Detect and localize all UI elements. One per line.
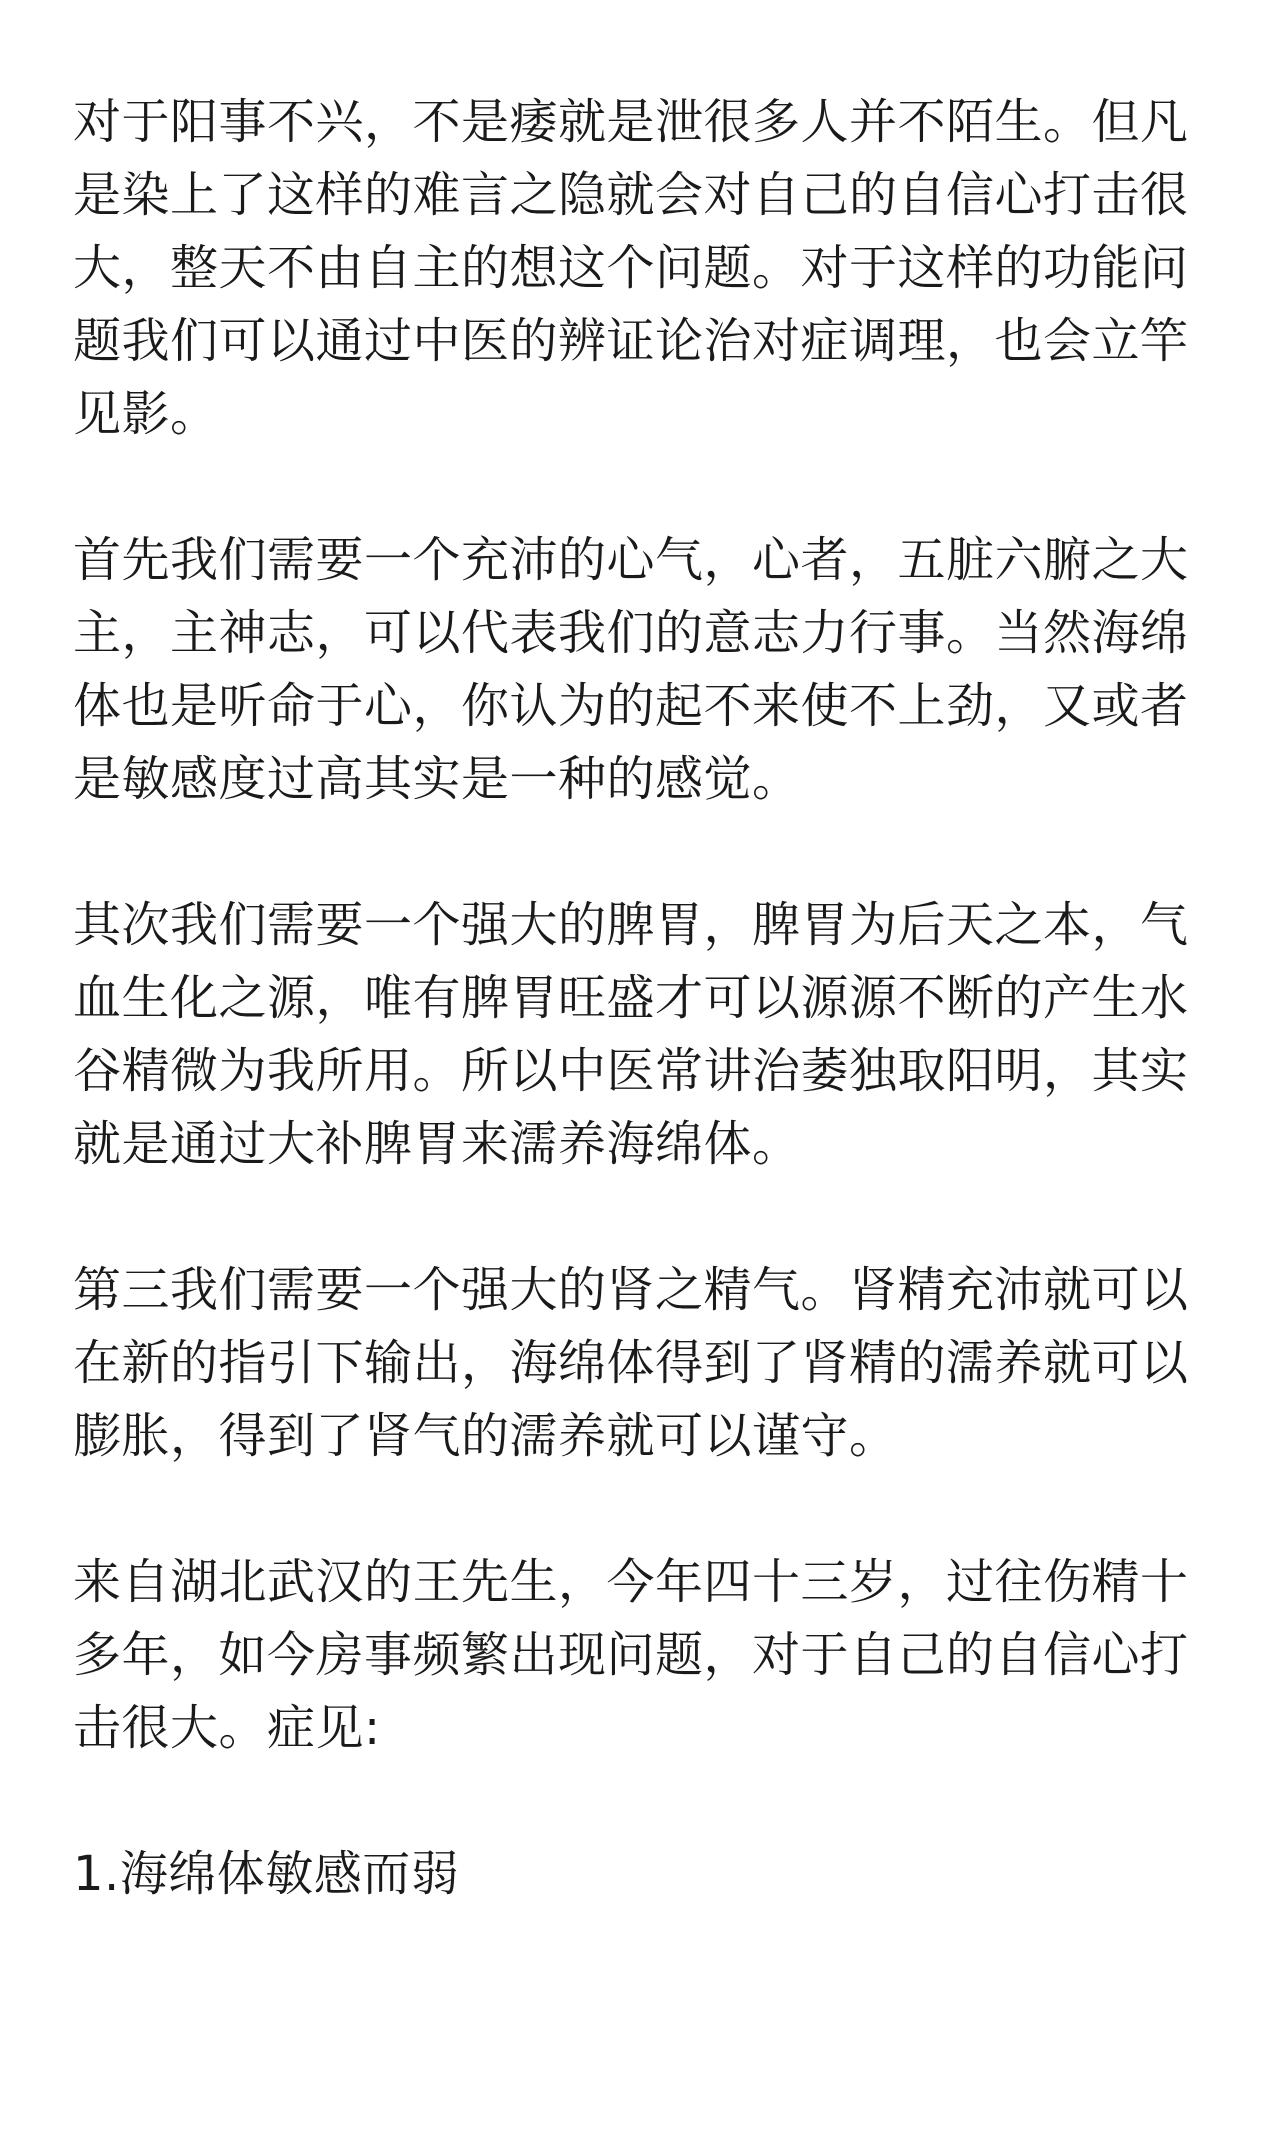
symptom-list-item: 1.海绵体敏感而弱 xyxy=(73,1846,460,1902)
paragraph-heart-qi-tail: 的感觉。 xyxy=(606,751,801,807)
paragraph-case-intro: 来自湖北武汉的王先生，今年四十三岁，过往伤精十多年，如今房事频繁出现问题，对于自己的自信心打击很大。症见: xyxy=(73,1554,1189,1756)
paragraph-spleen-stomach: 其次我们需要一个强大的脾胃，脾胃为后天之本，气血生化之源，唯有脾胃旺盛才可以源源不断的产生水谷精微为我所用。所以中医常讲治萎独取阳明，其实就是通过大补脾胃来濡养海绵体。 xyxy=(73,897,1189,1172)
paragraph-kidney-essence: 第三我们需要一个强大的肾之精气。肾精充沛就可以在新的指引下输出，海绵体得到了肾精的濡养就可以膨胀，得到了肾气的濡养就可以谨守。 xyxy=(73,1262,1189,1464)
paragraph-heart-qi-text: 首先我们需要一个充沛的心气，心者，五脏六腑之大主，主神志，可以代表我们的意志力行事。当然海绵体也是听命于心，你认为的起不来使不上劲，又或者是敏感度过高其实是一种 xyxy=(73,532,1189,807)
paragraph-heart-qi xyxy=(73,524,1223,816)
article-body xyxy=(73,86,1223,1911)
paragraph-intro: 对于阳事不兴，不是痿就是泄很多人并不陌生。但凡是染上了这样的难言之隐就会对自己的自信心打击很大，整天不由自主的想这个问题。对于这样的功能问题我们可以通过中医的辨证论治对症调理，也会立竿见影。 xyxy=(73,94,1189,442)
